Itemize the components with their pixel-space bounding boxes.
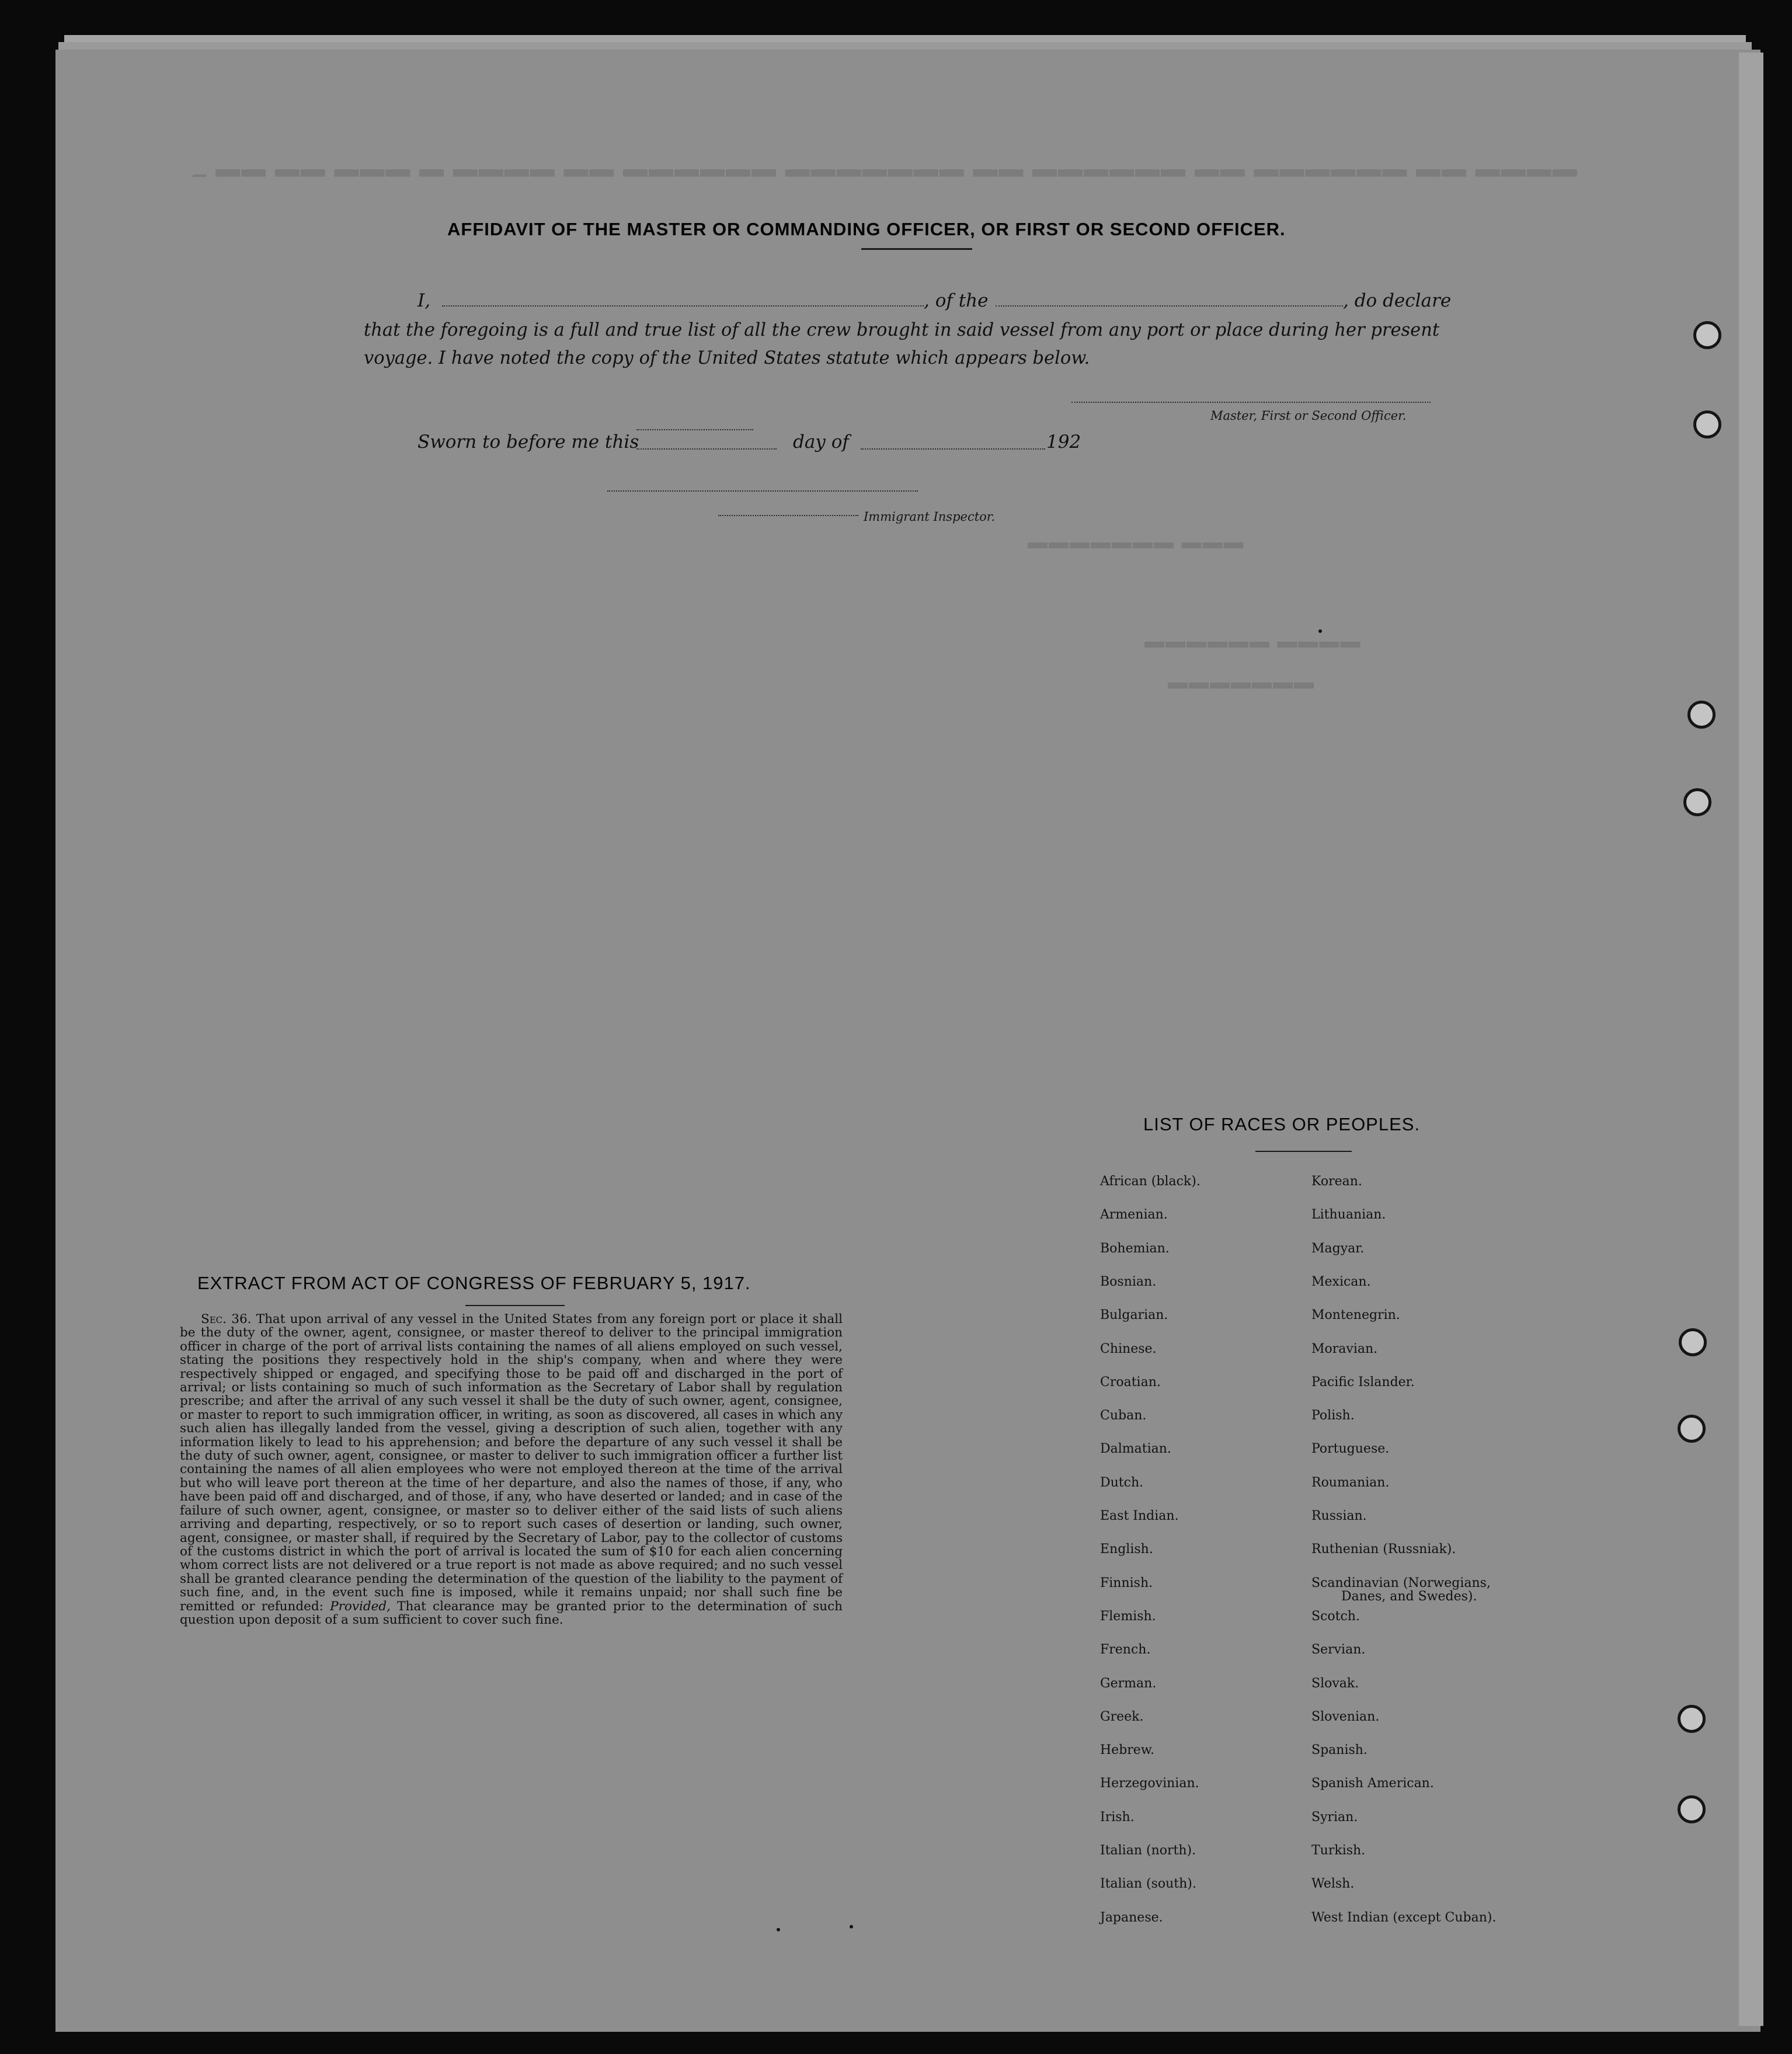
- ink-speck: [850, 1925, 853, 1928]
- races-title: LIST OF RACES OR PEOPLES.: [1143, 1114, 1421, 1134]
- race-item: Danes, and Swedes).: [1341, 1589, 1477, 1604]
- binder-hole: [1678, 1415, 1706, 1443]
- race-item: Servian.: [1311, 1642, 1366, 1658]
- race-item: Magyar.: [1311, 1241, 1365, 1256]
- proviso-word: Provided,: [330, 1599, 391, 1614]
- race-item: East Indian.: [1100, 1509, 1179, 1523]
- declaration-line-2: that the foregoing is a full and true list of all the crew brought in said vessel from any port or place during her present: [364, 320, 1440, 340]
- race-item: Italian (north).: [1100, 1843, 1196, 1858]
- race-item: Mexican.: [1311, 1274, 1371, 1289]
- race-item: Slovak.: [1311, 1676, 1359, 1691]
- race-item: Montenegrin.: [1311, 1308, 1400, 1323]
- race-item: Lithuanian.: [1311, 1207, 1386, 1223]
- declaration-of-the: , of the: [924, 290, 989, 311]
- race-item: Portuguese.: [1311, 1442, 1390, 1457]
- race-item: West Indian (except Cuban).: [1311, 1910, 1497, 1925]
- sworn-text: Sworn to before me this: [417, 431, 639, 452]
- race-item: English.: [1100, 1542, 1153, 1557]
- race-item: Hebrew.: [1100, 1743, 1155, 1758]
- race-item: Finnish.: [1100, 1575, 1153, 1590]
- race-item: Chinese.: [1100, 1341, 1157, 1356]
- sworn-day-field-upper: [636, 429, 753, 430]
- race-item: Korean.: [1311, 1174, 1362, 1189]
- extract-body: [180, 1313, 843, 1627]
- race-item: Ruthenian (Russniak).: [1311, 1542, 1456, 1557]
- sworn-day-of: day of: [793, 431, 849, 452]
- race-item: Armenian.: [1100, 1207, 1168, 1223]
- race-item: French.: [1100, 1642, 1151, 1658]
- extract-title: EXTRACT FROM ACT OF CONGRESS OF FEBRUARY 5, 1917.: [197, 1273, 751, 1293]
- race-item: Japanese.: [1100, 1910, 1163, 1925]
- race-item: Dutch.: [1100, 1475, 1144, 1490]
- race-item: Greek.: [1100, 1709, 1144, 1724]
- extract-text-end: That clearance may be granted prior to the determination of such question upon deposit of a sum sufficient to cover such fine.: [180, 1599, 843, 1627]
- race-item: Syrian.: [1311, 1809, 1358, 1825]
- race-item: Russian.: [1311, 1509, 1367, 1523]
- bleed-through-text: ▬▬▬▬▬▬ ▬▬▬▬: [1144, 637, 1362, 659]
- race-item: Pacific Islander.: [1311, 1374, 1415, 1390]
- declaration-line-3: voyage. I have noted the copy of the United States statute which appears below.: [364, 348, 1090, 368]
- race-item: Scandinavian (Norwegians,: [1311, 1575, 1491, 1590]
- race-item: Cuban.: [1100, 1408, 1147, 1423]
- extract-title-underline: [465, 1305, 565, 1306]
- race-item: Bulgarian.: [1100, 1308, 1168, 1323]
- inspector-signature-field[interactable]: [718, 515, 858, 516]
- binder-hole: [1679, 1328, 1707, 1356]
- binder-hole: [1693, 410, 1721, 438]
- inspector-label: Immigrant Inspector.: [864, 510, 996, 524]
- ink-speck: [777, 1928, 780, 1931]
- bleed-through-text: ▬▬▬▬▬▬▬ ▬▬▬: [1028, 538, 1245, 560]
- race-item: Bohemian.: [1100, 1241, 1170, 1256]
- bleed-through-text: ▬▬▬▬▬▬▬: [1168, 678, 1315, 700]
- race-item: Spanish.: [1311, 1743, 1368, 1758]
- signature-label: Master, First or Second Officer.: [1210, 409, 1407, 423]
- races-title-underline: [1255, 1151, 1352, 1152]
- race-item: Italian (south).: [1100, 1877, 1196, 1892]
- master-name-field[interactable]: [442, 305, 924, 307]
- officer-signature-field[interactable]: [1071, 402, 1431, 403]
- race-item: Herzegovinian.: [1100, 1776, 1199, 1791]
- race-item: Polish.: [1311, 1408, 1355, 1423]
- race-item: German.: [1100, 1676, 1157, 1691]
- sworn-year: 192: [1046, 431, 1081, 452]
- race-item: Slovenian.: [1311, 1709, 1380, 1724]
- bleed-through-text: ‒ ▬▬ ▬▬ ▬▬▬ ▬ ▬▬▬▬ ▬▬ ▬▬▬▬▬▬ ▬▬▬▬▬▬▬ ▬▬ ▬▬▬▬▬▬ ▬▬ ▬▬▬▬▬▬ ▬▬ ▬▬▬▬: [193, 164, 1578, 192]
- race-item: Turkish.: [1311, 1843, 1366, 1858]
- declaration-declare: , do declare: [1343, 290, 1452, 311]
- sworn-day-field[interactable]: [636, 448, 777, 450]
- sworn-month-field[interactable]: [861, 448, 1045, 450]
- extract-text: That upon arrival of any vessel in the United States from any foreign port or place it shall be the duty of the owner, agent, consignee, or master thereof to deliver to the principal immigration officer in charge of the port of arrival lists containing the names of all aliens employed on such vessel, stating the positions they respectively hold in the ship's company, when and where they were respectively shipped or engaged, and specifying those to be paid off and discharged in the port of arrival; or lists containing so much of such information as the Secretary of Labor shall by regulation prescribe; and after the arrival of any such vessel it shall be the duty of such owner, agent, consignee, or master to report to such immigration officer, in writing, as soon as discovered, all cases in which any such alien has illegally landed from the vessel, giving a description of such alien, together with any information likely to lead to his apprehension; and before the departure of any such vessel it shall be the duty of such owner, agent, consignee, or master to deliver to such immigration officer a further list containing the names of all alien employees who were not employed thereon at the time of the arrival but who will leave port thereon at the time of her departure, and also the names of those, if any, who have been paid off and discharged, and of those, if any, who have deserted or landed; and in case of the failure of such owner, agent, consignee, or master so to deliver either of the said lists of such aliens arriving and departing, respectively, or so to report such cases of desertion or landing, such owner, agent, consignee, or master shall, if required by the Secretary of Labor, pay to the collector of customs of the customs district in which the port of arrival is located the sum of $10 for each alien concerning whom correct lists are not delivered or a true report is not made as above required; and no such vessel shall be granted clearance pending the determination of the question of the liability to the payment of such fine, and, in the event such fine is imposed, while it remains unpaid; nor shall such fine be remitted or refunded:: [180, 1312, 843, 1614]
- section-number: Sec. 36.: [201, 1312, 252, 1327]
- race-item: Irish.: [1100, 1809, 1135, 1825]
- affidavit-title: AFFIDAVIT OF THE MASTER OR COMMANDING OFFICER, OR FIRST OR SECOND OFFICER.: [447, 219, 1286, 239]
- vessel-name-field[interactable]: [996, 305, 1343, 307]
- declaration-i: I,: [417, 290, 431, 311]
- binder-hole: [1683, 788, 1711, 816]
- ink-speck: [1318, 629, 1322, 633]
- race-item: Dalmatian.: [1100, 1442, 1171, 1457]
- page-stack-edge: [1739, 53, 1763, 2026]
- binder-hole: [1678, 1705, 1706, 1733]
- race-item: Scotch.: [1311, 1609, 1360, 1624]
- race-item: African (black).: [1100, 1174, 1201, 1189]
- inspector-signature-upper: [607, 490, 918, 492]
- title-underline: [861, 248, 972, 250]
- race-item: Welsh.: [1311, 1877, 1355, 1892]
- binder-hole: [1687, 701, 1716, 729]
- binder-hole: [1693, 321, 1721, 349]
- binder-hole: [1678, 1795, 1706, 1823]
- race-item: Spanish American.: [1311, 1776, 1434, 1791]
- race-item: Croatian.: [1100, 1374, 1161, 1390]
- race-item: Moravian.: [1311, 1341, 1378, 1356]
- race-item: Bosnian.: [1100, 1274, 1157, 1289]
- race-item: Flemish.: [1100, 1609, 1156, 1624]
- document-page: [55, 50, 1760, 2032]
- race-item: Roumanian.: [1311, 1475, 1390, 1490]
